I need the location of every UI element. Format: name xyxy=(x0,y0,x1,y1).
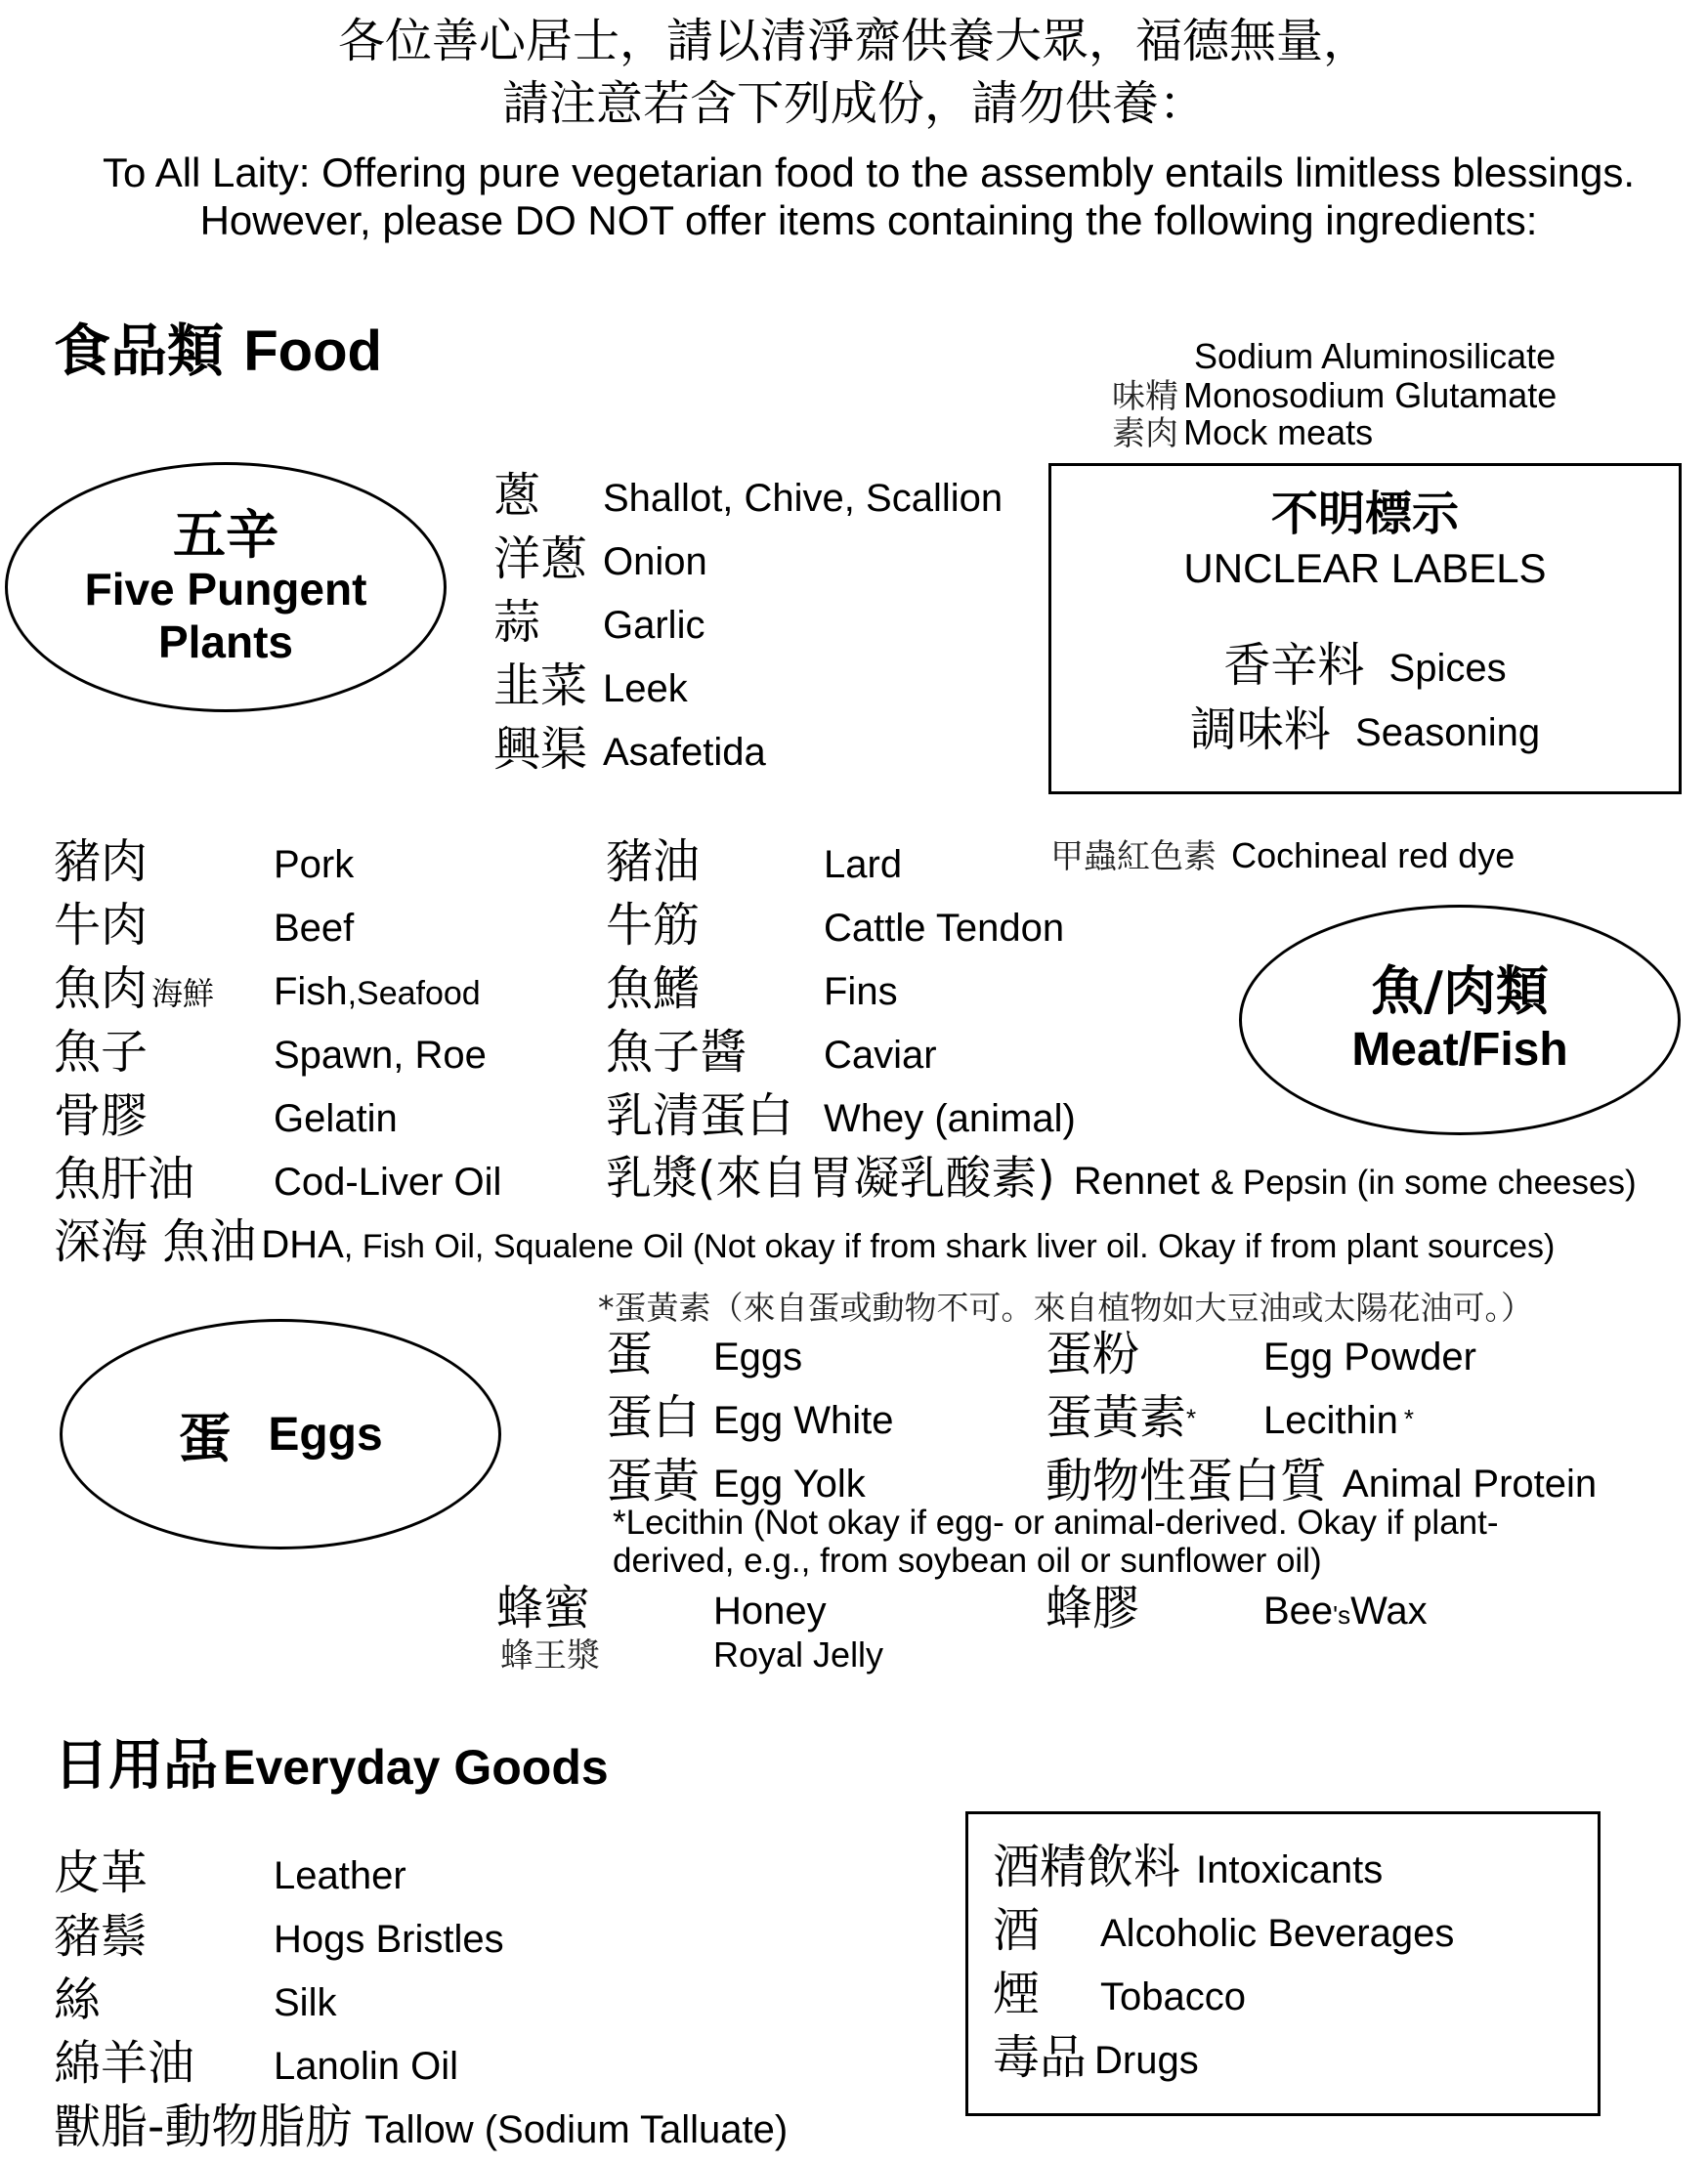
mock-meats-en: Mock meats xyxy=(1183,412,1374,452)
honey-zh: 蜂蜜 xyxy=(496,1581,591,1635)
everyday-title-zh: 日用品 xyxy=(54,1734,218,1798)
honey-en: Honey xyxy=(713,1590,827,1633)
egg-item xyxy=(1046,1327,1476,1381)
pungent-zh: 韭菜 xyxy=(493,658,588,713)
intoxicants-box xyxy=(965,1811,1601,2116)
everyday-en: Silk xyxy=(274,1981,337,2024)
everyday-zh: 豬鬃 xyxy=(54,1909,149,1964)
header-en-line2: However, please DO NOT offer items containing the following ingredients: xyxy=(199,197,1538,243)
egg-zh: 蛋 xyxy=(606,1327,654,1381)
tallow-zh: 獸脂-動物脂肪 xyxy=(54,2100,353,2154)
meat-en: Pork xyxy=(274,843,355,886)
header-en-line1: To All Laity: Offering pure vegetarian food to the assembly entails limitless blessings. xyxy=(102,149,1636,195)
everyday-zh: 絲 xyxy=(54,1973,102,2027)
five-pungent-en-1: Five Pungent xyxy=(84,564,367,615)
cochineal-row xyxy=(1050,835,1516,876)
header-zh-line2: 請注意若含下列成份，請勿供養： xyxy=(501,76,1206,131)
pepsin-en: & Pepsin (in some cheeses) xyxy=(1210,1164,1637,1202)
pungent-item xyxy=(493,531,707,586)
sodium-aluminosilicate: Sodium Aluminosilicate xyxy=(1194,336,1557,376)
meat-item xyxy=(54,898,355,953)
egg-zh: 蛋黃素 xyxy=(1046,1390,1187,1445)
meat-en: Cattle Tendon xyxy=(824,907,1065,950)
intoxicant-zh: 酒 xyxy=(993,1903,1041,1958)
meat-item xyxy=(606,834,903,889)
mock-meats-zh: 素肉 xyxy=(1112,414,1178,453)
egg-en: Lecithin xyxy=(1263,1399,1398,1442)
meat-zh: 魚肉 xyxy=(54,961,149,1016)
pungent-en: Shallot, Chive, Scallion xyxy=(603,477,1003,520)
food-title-zh: 食品類 xyxy=(54,318,225,384)
pungent-zh: 蔥 xyxy=(493,468,541,523)
egg-en: Eggs xyxy=(713,1336,803,1379)
intoxicant-item xyxy=(993,1903,1455,1958)
intoxicant-zh: 煙 xyxy=(993,1967,1041,2021)
fish-oil-en: , Fish Oil, Squalene Oil (Not okay if from shark liver oil. Okay if from plant sources) xyxy=(343,1228,1556,1265)
pungent-zh: 洋蔥 xyxy=(493,531,588,586)
beeswax-apostrophe: 's xyxy=(1333,1600,1351,1630)
royal-jelly-row xyxy=(500,1634,884,1676)
meat-fish-ellipse xyxy=(1239,905,1681,1135)
eggs-ellipse xyxy=(60,1319,501,1549)
meat-zh: 牛筋 xyxy=(606,898,701,953)
pungent-item xyxy=(493,658,688,713)
meat-en: Fins xyxy=(824,970,898,1013)
everyday-title-en: Everyday Goods xyxy=(223,1740,609,1795)
spices-row xyxy=(1051,638,1679,693)
royal-jelly-zh: 蜂王漿 xyxy=(500,1636,600,1676)
spices-en: Spices xyxy=(1388,647,1507,690)
pungent-zh: 蒜 xyxy=(493,595,541,650)
meat-en: Gelatin xyxy=(274,1097,398,1140)
seafood-en: ,Seafood xyxy=(347,975,481,1012)
meat-en: Caviar xyxy=(824,1034,937,1077)
meat-zh: 魚子 xyxy=(54,1025,149,1080)
msg-row xyxy=(1112,375,1558,416)
beeswax-en-2: Wax xyxy=(1350,1590,1428,1633)
meat-zh: 魚肝油 xyxy=(54,1152,195,1207)
spices-zh: 香辛料 xyxy=(1223,638,1365,693)
meat-item xyxy=(606,898,1065,953)
egg-item xyxy=(1046,1454,1598,1508)
intoxicant-item xyxy=(993,2030,1199,2085)
seasoning-en: Seasoning xyxy=(1355,711,1541,754)
food-title-en: Food xyxy=(243,319,382,383)
unclear-en: UNCLEAR LABELS xyxy=(1183,545,1547,591)
mock-meats-row xyxy=(1112,412,1374,453)
everyday-zh: 綿羊油 xyxy=(54,2036,195,2091)
pungent-zh: 興渠 xyxy=(493,722,588,777)
egg-zh: 蛋粉 xyxy=(1046,1327,1140,1381)
meat-item xyxy=(54,834,355,889)
egg-item xyxy=(1046,1390,1414,1445)
meat-en: Whey (animal) xyxy=(824,1097,1076,1140)
everyday-en: Leather xyxy=(274,1854,406,1897)
egg-item xyxy=(606,1454,866,1508)
rennet-en: Rennet xyxy=(1073,1160,1200,1203)
meat-en: Beef xyxy=(274,907,355,950)
msg-en: Monosodium Glutamate xyxy=(1183,375,1558,415)
cochineal-en: Cochineal red dye xyxy=(1231,835,1516,875)
pungent-en: Garlic xyxy=(603,604,705,647)
everyday-item xyxy=(54,1846,406,1900)
beeswax-en: Bee xyxy=(1263,1590,1334,1633)
intoxicant-item xyxy=(993,1967,1246,2021)
intoxicant-zh: 毒品 xyxy=(993,2030,1088,2085)
lecithin-note-en-2: derived, e.g., from soybean oil or sunflower oil) xyxy=(613,1542,1322,1580)
egg-zh: 動物性蛋白質 xyxy=(1046,1454,1328,1508)
intoxicant-en: Drugs xyxy=(1094,2039,1199,2082)
intoxicant-en: Intoxicants xyxy=(1196,1848,1384,1891)
msg-zh: 味精 xyxy=(1112,377,1178,416)
asterisk-mark: * xyxy=(1403,1403,1414,1433)
meat-en: Spawn, Roe xyxy=(274,1034,487,1077)
meat-zh: 乳清蛋白 xyxy=(606,1088,794,1143)
meat-item xyxy=(54,1088,398,1143)
pungent-en: Onion xyxy=(603,540,707,583)
egg-item xyxy=(606,1390,894,1445)
intoxicant-item xyxy=(993,1840,1384,1894)
pungent-item xyxy=(493,595,705,650)
egg-en: Animal Protein xyxy=(1343,1463,1598,1506)
meat-item xyxy=(54,1152,502,1207)
meat-en: Cod-Liver Oil xyxy=(274,1161,502,1204)
egg-zh: 蛋白 xyxy=(606,1390,701,1445)
pungent-item xyxy=(493,722,766,777)
meat-item xyxy=(606,1025,937,1080)
egg-en: Egg Powder xyxy=(1263,1336,1476,1379)
everyday-item xyxy=(54,1909,504,1964)
meat-fish-zh: 魚/肉類 xyxy=(1371,960,1549,1023)
intoxicant-zh: 酒精飲料 xyxy=(993,1840,1181,1894)
beeswax-row xyxy=(1046,1581,1428,1635)
eggs-ellipse-zh: 蛋 xyxy=(178,1407,232,1469)
food-section-title xyxy=(54,318,382,384)
five-pungent-ellipse xyxy=(5,462,447,712)
tallow-row xyxy=(54,2100,789,2154)
pungent-en: Leek xyxy=(603,667,688,710)
rennet-zh: 乳漿(來自胃凝乳酸素) xyxy=(606,1152,1055,1206)
pungent-en: Asafetida xyxy=(603,731,766,774)
honey-row xyxy=(496,1581,827,1635)
egg-en: Egg White xyxy=(713,1399,894,1442)
royal-jelly-en: Royal Jelly xyxy=(713,1634,884,1675)
seasoning-zh: 調味料 xyxy=(1189,702,1331,757)
dha-en: DHA xyxy=(261,1223,344,1266)
unclear-labels-box xyxy=(1048,463,1682,794)
dha-row xyxy=(54,1214,1556,1269)
meat-zh: 牛肉 xyxy=(54,898,149,953)
meat-item xyxy=(606,961,898,1016)
meat-item xyxy=(606,1088,1076,1143)
everyday-item xyxy=(54,2036,459,2091)
meat-zh: 魚鰭 xyxy=(606,961,701,1016)
seafood-zh: 海鮮 xyxy=(151,975,215,1012)
meat-zh: 豬油 xyxy=(606,834,701,889)
pungent-item xyxy=(493,468,1003,523)
five-pungent-zh: 五辛 xyxy=(173,503,278,566)
everyday-en: Hogs Bristles xyxy=(274,1918,504,1961)
egg-zh: 蛋黃 xyxy=(606,1454,701,1508)
eggs-ellipse-en: Eggs xyxy=(268,1408,383,1461)
egg-en: Egg Yolk xyxy=(713,1463,866,1506)
unclear-zh: 不明標示 xyxy=(1270,487,1459,541)
asterisk-mark: * xyxy=(1186,1403,1197,1433)
lecithin-note-zh: *蛋黃素（來自蛋或動物不可。來自植物如大豆油或太陽花油可。） xyxy=(598,1289,1533,1327)
meat-item xyxy=(54,1025,487,1080)
meat-zh: 豬肉 xyxy=(54,834,149,889)
meat-fish-en: Meat/Fish xyxy=(1351,1024,1568,1077)
meat-zh: 魚子醬 xyxy=(606,1025,747,1080)
meat-en: Lard xyxy=(824,843,903,886)
header-zh-line1: 各位善心居士，請以清淨齋供養大眾，福德無量， xyxy=(337,14,1370,68)
egg-item xyxy=(606,1327,803,1381)
dha-zh: 深海 魚油 xyxy=(54,1214,257,1269)
rennet-row xyxy=(606,1152,1637,1206)
everyday-section-title xyxy=(54,1734,609,1798)
beeswax-zh: 蜂膠 xyxy=(1046,1581,1140,1635)
lecithin-note-en-1: *Lecithin (Not okay if egg- or animal-derived. Okay if plant- xyxy=(613,1504,1499,1542)
intoxicant-en: Alcoholic Beverages xyxy=(1100,1912,1455,1955)
cochineal-zh: 甲蟲紅色素 xyxy=(1050,837,1217,876)
everyday-en: Lanolin Oil xyxy=(274,2045,459,2088)
meat-item xyxy=(54,961,481,1016)
tallow-en: Tallow (Sodium Talluate) xyxy=(364,2108,789,2151)
five-pungent-en-2: Plants xyxy=(157,615,294,667)
intoxicant-en: Tobacco xyxy=(1100,1975,1246,2018)
meat-zh: 骨膠 xyxy=(54,1088,149,1143)
everyday-zh: 皮革 xyxy=(54,1846,149,1900)
seasoning-row xyxy=(1051,702,1679,757)
meat-en: Fish xyxy=(274,970,348,1013)
everyday-item xyxy=(54,1973,337,2027)
